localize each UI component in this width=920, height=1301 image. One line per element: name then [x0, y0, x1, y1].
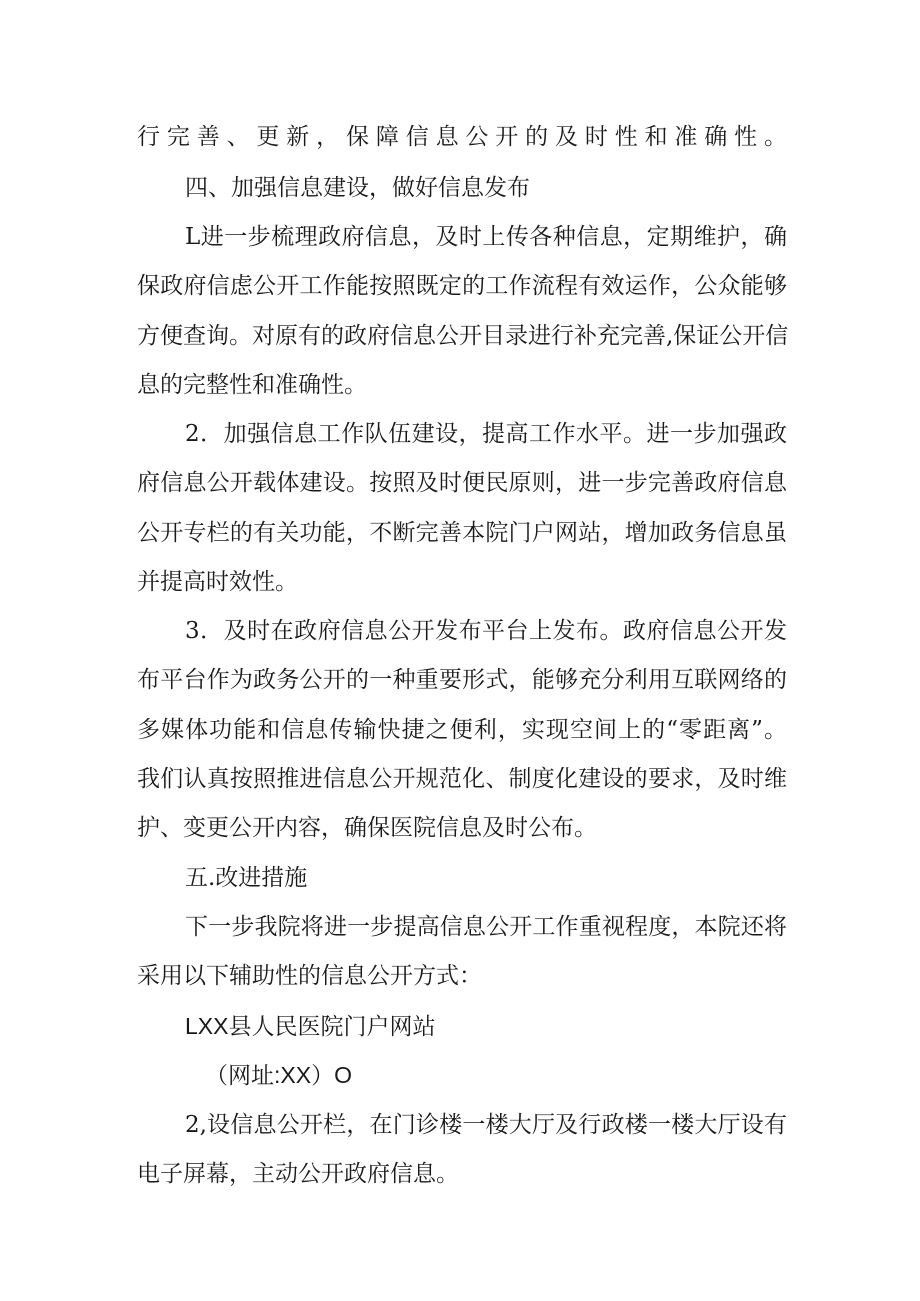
text-line-4: 保政府信虑公开工作能按照既定的工作流程有效运作，公众能够 — [137, 273, 787, 299]
text-line-3: L进一步梳理政府信息，及时上传各种信息，定期维护，确 — [185, 224, 787, 250]
list-item-1-url: （网址:XX）O — [205, 1062, 352, 1088]
text-line-9: 公开专栏的有关功能，不断完善本院门户网站，增加政务信息虽 — [137, 520, 787, 546]
text-line-18: 采用以下辅助性的信息公开方式： — [137, 963, 482, 989]
list-item-2: 2,设信息公开栏，在门诊楼一楼大厅及行政楼一楼大厅设有 — [185, 1112, 787, 1138]
section-heading-5: 五.改进措施 — [185, 865, 308, 891]
text-line-14: 我们认真按照推进信息公开规范化、制度化建设的要求，及时维 — [137, 766, 787, 792]
section-heading-4: 四、加强信息建设，做好信息发布 — [185, 175, 530, 201]
text-line-8: 府信息公开载体建设。按照及时便民原则，进一步完善政府信息 — [137, 470, 787, 496]
text-line-7: 2．加强信息工作队伍建设，提高工作水平。进一步加强政 — [185, 421, 787, 447]
list-item-2-cont: 电子屏幕，主动公开政府信息。 — [137, 1161, 459, 1187]
list-item-1: LXX县人民医院门户网站 — [185, 1013, 436, 1039]
text-line-11: 3．及时在政府信息公开发布平台上发布。政府信息公开发 — [185, 618, 787, 644]
text-line-5: 方便查询。对原有的政府信息公开目录进行补充完善,保证公开信 — [137, 323, 789, 349]
text-line-10: 并提高时效性。 — [137, 569, 298, 595]
text-line-12: 布平台作为政务公开的一种重要形式，能够充分利用互联网络的 — [137, 667, 787, 693]
text-line-6: 息的完整性和准确性。 — [137, 372, 367, 398]
text-line-15: 护、变更公开内容，确保医院信息及时公布。 — [137, 815, 597, 841]
text-line-17: 下一步我院将进一步提高信息公开工作重视程度，本院还将 — [185, 914, 787, 940]
text-line-13: 多媒体功能和信息传输快捷之便利，实现空间上的“零距离”。 — [137, 717, 787, 743]
text-line-1: 行完善、更新，保障信息公开的及时性和准确性。 — [137, 124, 787, 150]
